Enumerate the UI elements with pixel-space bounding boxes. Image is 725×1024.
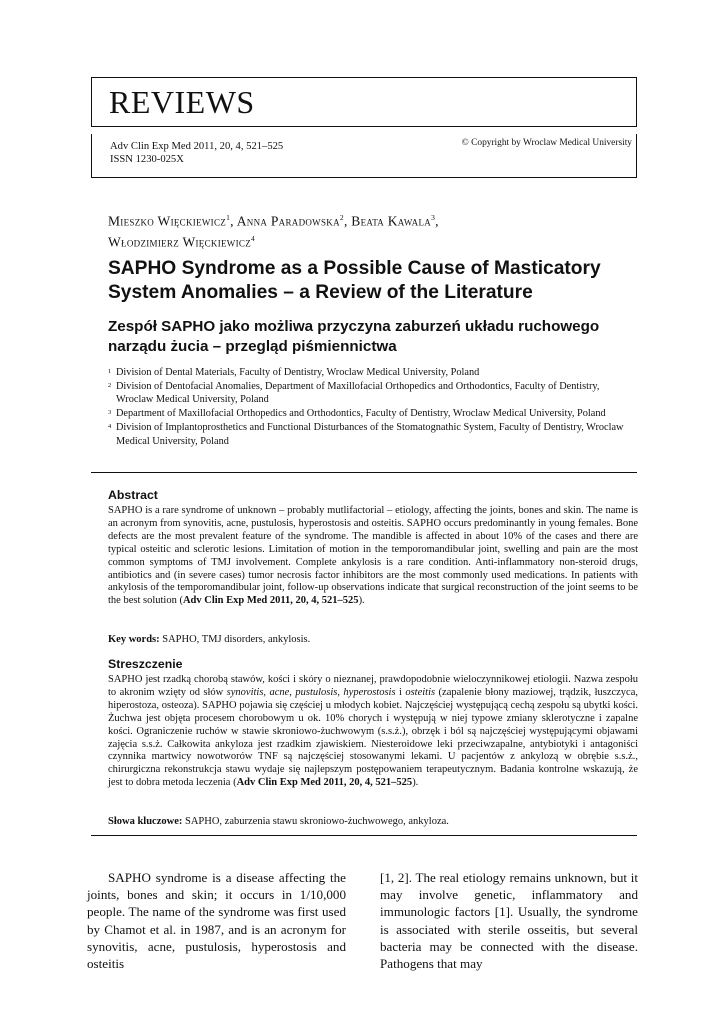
affiliation-item bbox=[108, 380, 638, 407]
author-affiliation-mark: 2 bbox=[339, 213, 344, 222]
journal-meta-box bbox=[91, 134, 637, 178]
keywords-text: SAPHO, zaburzenia stawu skroniowo-żuchwowego, ankyloza. bbox=[182, 816, 449, 827]
keywords-label: Key words: bbox=[108, 634, 160, 645]
journal-citation bbox=[110, 140, 283, 166]
author-list bbox=[108, 209, 638, 250]
author-separator: , bbox=[343, 213, 352, 229]
streszczenie-body-a: SAPHO jest rzadką chorobą stawów, kości i skóry o nieznanej, prawdopodobnie wieloczynnikowej etiologii. Nazwa zespołu to akronim wzięty od słów bbox=[108, 674, 638, 698]
author-affiliation-mark: 1 bbox=[226, 213, 231, 222]
body-column-left: SAPHO syndrome is a disease affecting the joints, bones and skin; it occurs in 1/10,000 people. The name of the syndrome was first used by Chamot et al. in 1987, and is an acronym for synovitis, acne, pustulosis, hyperostosis and osteitis bbox=[87, 870, 346, 972]
author-name: Beata Kawala bbox=[351, 213, 432, 229]
streszczenie-citation: Adv Clin Exp Med 2011, 20, 4, 521–525 bbox=[236, 777, 413, 789]
affiliation-number: 2 bbox=[108, 381, 112, 389]
affiliation-text: Department of Maxillofacial Orthopedics and Orthodontics, Faculty of Dentistry, Wroclaw Medical University, Poland bbox=[116, 408, 606, 420]
affiliation-number: 1 bbox=[108, 368, 112, 375]
author-separator: , bbox=[435, 213, 439, 229]
streszczenie-italic-terms: synovitis, acne, pustulosis, hyperostosis bbox=[226, 686, 396, 698]
divider-line bbox=[91, 835, 637, 836]
author-affiliation-mark: 4 bbox=[251, 233, 256, 243]
affiliation-item bbox=[108, 407, 638, 421]
author-separator: , bbox=[230, 213, 237, 229]
affiliation-item bbox=[108, 421, 638, 448]
streszczenie-heading: Streszczenie bbox=[108, 657, 183, 671]
affiliation-text: Division of Implantoprosthetics and Functional Disturbances of the Stomatognathic System, Faculty of Dentistry, Wroclaw Medical University, Poland bbox=[116, 421, 624, 447]
abstract-body: SAPHO is a rare syndrome of unknown – probably mutlifactorial – etiology, affecting the joints, bones and skin. The name is an acronym from synovitis, acne, pustulosis, hyperostosis and osteitis. SAPHO occurs predominantly in young females. Bone defects are the most prevalent feature of the syndrome. The mandible is affected in about 10% of the cases and there are typical osteitic and sclerotic lesions. Limitation of motion in the temporomandibular joint, swelling and pain are the most common symptoms of TMJ involvement. Complete ankylosis is a rare condition. Anti-inflammatory non-steroid drugs, antibiotics and (in severe cases) tumor necrosis factor inhibitors are the most commonly used medications. In patients with ankylosis of the temporomandibular joint, follow-up observations indicate that surgical reconstruction of the joint seems to be the best solution ( bbox=[108, 505, 638, 607]
abstract-citation: Adv Clin Exp Med 2011, 20, 4, 521–525 bbox=[182, 595, 359, 607]
abstract-heading: Abstract bbox=[108, 488, 158, 502]
body-column-right: [1, 2]. The real etiology remains unknown, but it may involve genetic, inflammatory and immunologic factors [1]. Usually, the syndrome is associated with sterile osseitis, but several bacteria may be connected with the disease. Pathogens that may bbox=[380, 870, 638, 972]
affiliation-text: Division of Dentofacial Anomalies, Department of Maxillofacial Orthopedics and Orthodontics, Faculty of Dentistry, Wroclaw Medical University, Poland bbox=[116, 380, 600, 406]
author-name: Anna Paradowska bbox=[236, 213, 340, 229]
citation-line-1: Adv Clin Exp Med 2011, 20, 4, 521–525 bbox=[110, 141, 284, 152]
keywords-text: SAPHO, TMJ disorders, ankylosis. bbox=[159, 634, 311, 645]
streszczenie-body-c: (zapalenie błony maziowej, trądzik, łuszczyca, hiperostoza, osteoza). SAPHO pojawia się częściej u młodych kobiet. Najczęściej występującą cechą zespołu są ubytki kości. Żuchwa jest objęta procesem chorobowym u ok. 10% chorych i występują w niej typowe zmiany sklerotyczne i zapalne kości. Ograniczenie ruchów w stawie skroniowo-żuchwowym (s.s.ż.), obrzęk i ból są najczęściej występującymi objawami zajęcia s.s.ż. Całkowita ankyloza jest rzadkim zjawiskiem. Niesteroidowe leki przeciwzapalne, antybiotyki i antagoniści czynnika martwicy nowotworów TNF są najczęściej stosowanymi lekami. U pacjentów z ankylozą w obrębie s.s.ż., chirurgiczna rekonstrukcja stawu wydaje się najlepszym postępowaniem terapeutycznym. Badania kontrolne wskazują, że jest to dobra metoda leczenia ( bbox=[108, 686, 638, 789]
article-title-polish: Zespół SAPHO jako możliwa przyczyna zaburzeń układu ruchowego narządu żucia – przegląd piśmiennictwa bbox=[108, 318, 600, 355]
keywords-polish bbox=[108, 816, 638, 829]
affiliation-number: 4 bbox=[108, 422, 112, 430]
section-header-box bbox=[91, 77, 637, 127]
streszczenie-end: ). bbox=[412, 777, 419, 789]
section-title: REVIEWS bbox=[109, 84, 255, 120]
streszczenie-italic-last: osteitis bbox=[405, 686, 436, 698]
affiliations bbox=[108, 366, 638, 448]
abstract-end: ). bbox=[358, 595, 365, 607]
citation-line-2: ISSN 1230-025X bbox=[110, 154, 184, 165]
streszczenie-text bbox=[108, 674, 638, 790]
streszczenie-body-b: i bbox=[395, 686, 406, 698]
author-name: Mieszko Więckiewicz bbox=[108, 213, 227, 229]
author-name: Włodzimierz Więckiewicz bbox=[108, 234, 251, 249]
divider-line bbox=[91, 472, 637, 473]
affiliation-number: 3 bbox=[108, 409, 112, 417]
affiliation-text: Division of Dental Materials, Faculty of Dentistry, Wroclaw Medical University, Poland bbox=[116, 367, 480, 378]
author-affiliation-mark: 3 bbox=[431, 213, 436, 222]
abstract-text bbox=[108, 505, 638, 608]
keywords-english bbox=[108, 634, 638, 647]
copyright-notice: © Copyright by Wroclaw Medical University bbox=[461, 138, 632, 148]
article-title: SAPHO Syndrome as a Possible Cause of Masticatory System Anomalies – a Review of the Literature bbox=[108, 258, 601, 303]
keywords-label: Słowa kluczowe: bbox=[108, 816, 183, 827]
affiliation-item bbox=[108, 366, 638, 380]
